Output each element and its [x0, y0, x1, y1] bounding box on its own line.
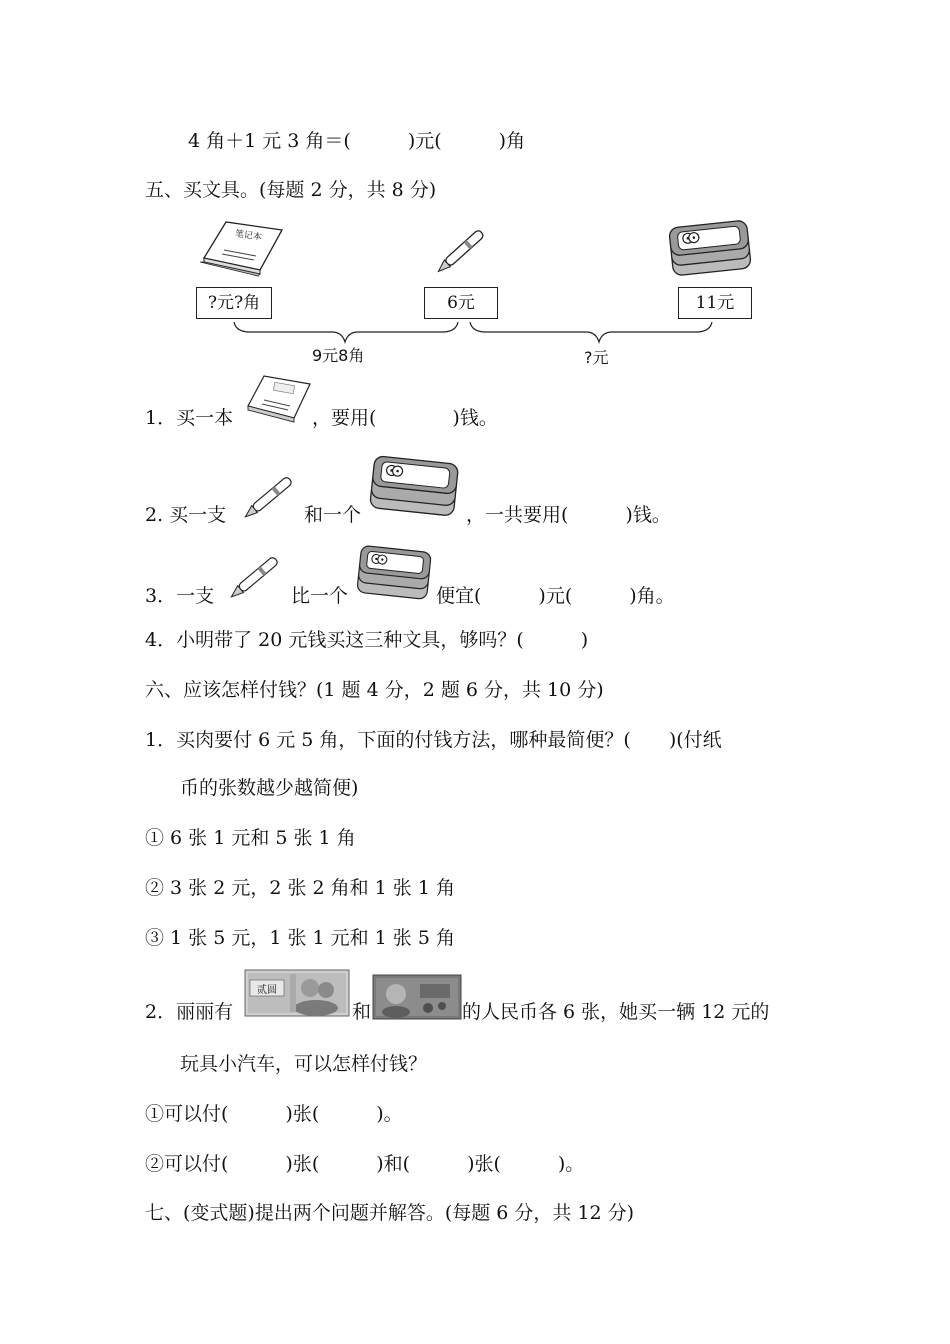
s6-q2-line2: 玩具小汽车，可以怎样付钱？ [180, 1053, 428, 1075]
s6-option-3: ③ 1 张 5 元，1 张 1 元和 1 张 5 角 [145, 927, 455, 949]
section5-title: 五、买文具。(每题 2 分，共 8 分) [145, 179, 437, 201]
s6-option-2: ② 3 张 2 元，2 张 2 角和 1 张 1 角 [145, 877, 455, 899]
pen-icon [224, 546, 290, 606]
s5-q2-start: 2. 买一支 [145, 504, 227, 526]
pen-icon [428, 218, 500, 280]
notebook-price-box: ?元?角 [196, 287, 272, 319]
pencil-box-icon [665, 212, 755, 284]
s5-q3-start: 3．一支 [145, 585, 215, 607]
top-equation: 4 角＋1 元 3 角＝( )元( )角 [188, 130, 526, 152]
left-brace-label: 9元8角 [312, 346, 365, 365]
s5-q4: 4．小明带了 20 元钱买这三种文具，够吗？( ) [145, 629, 589, 651]
s5-q3-end: 便宜( )元( )角。 [436, 585, 675, 607]
notebook-icon [196, 218, 286, 278]
s6-q2-mid: 和 [352, 1001, 372, 1023]
s5-q1-end: ，要用( )钱。 [312, 407, 498, 429]
s6-q2-end: 的人民币各 6 张，她买一辆 12 元的 [462, 1001, 770, 1023]
pencil-box-icon [366, 450, 464, 524]
notebook-icon [244, 372, 312, 424]
section6-title: 六、应该怎样付钱？(1 题 4 分，2 题 6 分，共 10 分) [145, 679, 604, 701]
pen-icon [238, 466, 304, 526]
s6-q1-line1: 1．买肉要付 6 元 5 角，下面的付钱方法，哪种最简便？( )(付纸 [145, 729, 722, 751]
s5-q2-mid: 和一个 [304, 504, 362, 526]
pencil-box-price-box: 11元 [678, 287, 752, 319]
s5-q1-start: 1．买一本 [145, 407, 234, 429]
s5-q2-end: ，一共要用( )钱。 [466, 504, 671, 526]
s6-answer-1: ①可以付( )张( )。 [145, 1103, 403, 1125]
section7-title: 七、(变式题)提出两个问题并解答。(每题 6 分，共 12 分) [145, 1202, 635, 1224]
s6-q1-line2: 币的张数越少越简便) [180, 777, 359, 799]
two-yuan-banknote-icon [244, 968, 350, 1018]
pencil-box-icon [354, 540, 436, 606]
right-brace [468, 320, 718, 344]
one-yuan-banknote-icon [372, 974, 462, 1020]
pen-price-box: 6元 [424, 287, 498, 319]
left-brace [232, 320, 462, 344]
s6-answer-2: ②可以付( )张( )和( )张( )。 [145, 1153, 585, 1175]
notebook-cover-label: 笔记本 [234, 229, 263, 243]
banknote1-denomination: 贰圆 [257, 985, 277, 996]
right-brace-label: ?元 [584, 348, 609, 367]
s5-q3-mid: 比一个 [291, 585, 349, 607]
s6-option-1: ① 6 张 1 元和 5 张 1 角 [145, 827, 356, 849]
s6-q2-start: 2．丽丽有 [145, 1001, 234, 1023]
